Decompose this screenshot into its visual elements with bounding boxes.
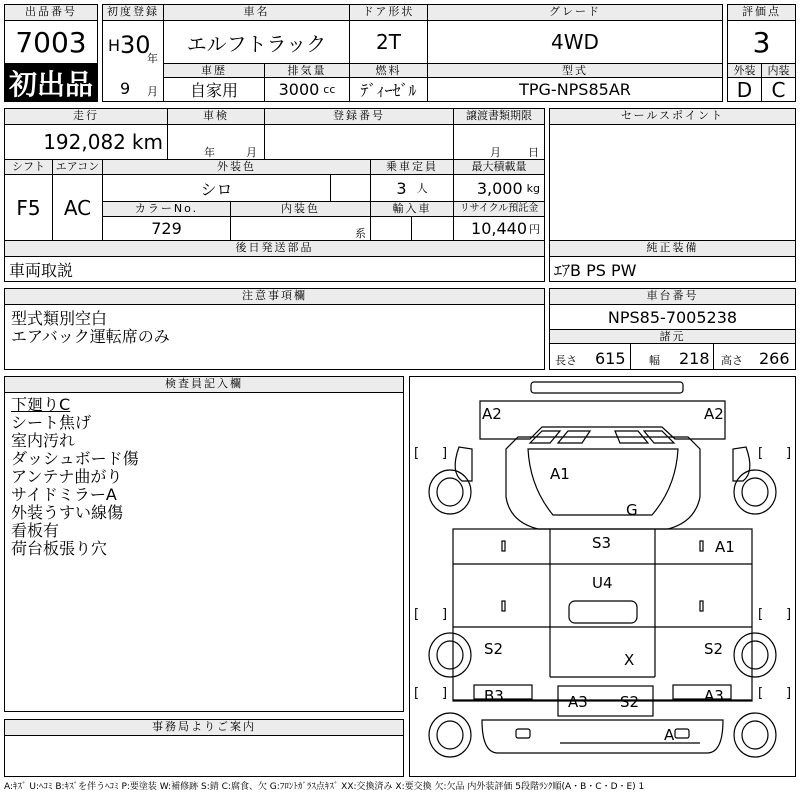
- damage-mark: A1: [550, 465, 570, 483]
- displacement-cell: [264, 77, 350, 102]
- bracket: [: [414, 446, 420, 461]
- damage-mark: A2: [482, 405, 502, 423]
- history: 自家用: [163, 77, 265, 102]
- recycle-header: リサイクル預託金: [453, 201, 545, 217]
- damage-mark: S2: [620, 693, 640, 711]
- era: H: [108, 36, 121, 55]
- chassis-number: NPS85-7005238: [549, 304, 796, 330]
- bracket: [: [414, 686, 420, 701]
- damage-mark: B3: [484, 687, 504, 705]
- bracket: [: [758, 686, 764, 701]
- equipment: ｴｱB PS PW: [549, 256, 796, 282]
- bracket: ]: [442, 607, 448, 622]
- door-type: 2T: [349, 20, 428, 64]
- lot-number-header: 出品番号: [4, 4, 98, 21]
- vehicle-diagram-svg: [410, 377, 795, 776]
- vehicle-diagram: [409, 376, 796, 777]
- office-body: [4, 735, 404, 777]
- recycle-cell: [453, 216, 545, 241]
- score: 3: [727, 20, 796, 64]
- transfer-day-unit: 日: [528, 146, 539, 159]
- shift: F5: [4, 174, 53, 241]
- inspection-year-unit: 年: [204, 146, 215, 159]
- inspector-body: [4, 392, 404, 712]
- exterior-grade-header: 外装: [727, 63, 762, 78]
- displacement-header: 排気量: [264, 63, 350, 78]
- grade-header: グレード: [427, 4, 723, 21]
- office-header: 事務局よりご案内: [4, 719, 404, 736]
- grade: 4WD: [427, 20, 723, 64]
- first-listing-badge: 初出品: [4, 63, 98, 102]
- width-cell: [630, 343, 714, 370]
- height: 266: [759, 349, 790, 368]
- bracket: [: [414, 607, 420, 622]
- inspector-line: 看板有: [11, 521, 60, 540]
- plate-cell: [264, 124, 454, 160]
- interior-color-header: 内装色: [230, 201, 371, 217]
- displacement: 3000: [278, 80, 320, 99]
- max-load: 3,000: [476, 178, 523, 198]
- month-unit: 月: [147, 85, 158, 98]
- chassis-header: 車台番号: [549, 288, 796, 305]
- damage-mark: A2: [704, 405, 724, 423]
- bracket: ]: [786, 686, 792, 701]
- door-header: ドア形状: [349, 4, 428, 21]
- damage-mark: G: [626, 501, 638, 519]
- inspector-line: ダッシュボード傷: [11, 449, 139, 468]
- length-cell: [549, 343, 631, 370]
- year-unit: 年: [147, 52, 158, 64]
- equipment-header: 純正装備: [549, 240, 796, 257]
- capacity-cell: [370, 174, 454, 202]
- max-load-header: 最大積載量: [453, 159, 545, 175]
- score-header: 評価点: [727, 4, 796, 21]
- delivery-parts-header: 後日発送部品: [4, 240, 545, 257]
- max-load-unit: kg: [526, 181, 540, 195]
- model-header: 型式: [427, 63, 723, 78]
- transfer-cell: [453, 124, 545, 160]
- inspector-line: 荷台板張り穴: [11, 539, 108, 558]
- exterior-grade: D: [727, 77, 762, 102]
- import-header: 輸入車: [370, 201, 454, 217]
- damage-mark: X: [624, 651, 635, 669]
- interior-color-unit: 系: [355, 227, 366, 240]
- mileage-header: 走行: [4, 108, 168, 125]
- damage-mark: A1: [715, 538, 735, 556]
- bracket: ]: [786, 607, 792, 622]
- delivery-parts: 車両取説: [4, 256, 545, 282]
- recycle-unit: 円: [529, 222, 540, 236]
- bracket: [: [758, 446, 764, 461]
- ac: AC: [52, 174, 103, 241]
- exterior-color-header: 外装色: [102, 159, 371, 175]
- height-cell: [713, 343, 796, 370]
- model-code: TPG-NPS85AR: [427, 77, 723, 102]
- fuel: ﾃﾞｨｰｾﾞﾙ: [349, 77, 428, 102]
- length-label: 長さ: [555, 354, 577, 367]
- inspector-line: 外装うすい線傷: [11, 503, 124, 522]
- damage-mark: S3: [592, 534, 612, 552]
- notes-header: 注意事項欄: [4, 288, 545, 305]
- car-name-header: 車名: [163, 4, 350, 21]
- damage-mark: U4: [592, 574, 613, 592]
- max-load-cell: [453, 174, 545, 202]
- interior-grade-header: 内装: [761, 63, 796, 78]
- notes-body: [4, 304, 545, 370]
- car-name: エルフトラック: [163, 20, 350, 64]
- shift-header: シフト: [4, 159, 53, 175]
- inspection-month-unit: 月: [246, 146, 257, 159]
- capacity: 3: [396, 178, 407, 198]
- damage-mark: S2: [484, 640, 504, 658]
- mileage: 192,082: [43, 130, 126, 154]
- inspector-line: サイドミラーA: [11, 485, 117, 504]
- transfer-header: 譲渡書類期限: [453, 108, 545, 125]
- damage-mark: A3: [704, 687, 724, 705]
- lot-number: 7003: [4, 20, 98, 64]
- first-registration-value: [102, 20, 164, 64]
- height-label: 高さ: [721, 354, 743, 367]
- exterior-color-extra: [330, 174, 371, 202]
- bracket: ]: [442, 686, 448, 701]
- exterior-color: シロ: [102, 174, 331, 202]
- inspector-line: 室内汚れ: [11, 431, 76, 450]
- import-cell-a: [370, 216, 412, 241]
- legend: A:ｷｽﾞ U:ﾍｺﾐ B:ｷｽﾞを伴うﾍｺﾐ P:要塗装 W:補修跡 S:錆 C:腐食、欠 G:ﾌﾛﾝﾄｶﾞﾗｽ点ｷｽﾞ XX:交換済み X:要交換 欠:欠品 内外装評価 5段階ﾗﾝｸ順(A・B・C・D・E) 1: [4, 782, 645, 792]
- interior-color-cell: [230, 216, 371, 241]
- width-label: 幅: [649, 354, 660, 367]
- mileage-unit: km: [131, 130, 163, 154]
- inspection-header: 車検: [167, 108, 265, 125]
- fuel-header: 燃料: [349, 63, 428, 78]
- inspector-header: 検査員記入欄: [4, 376, 404, 393]
- sales-point-header: セールスポイント: [549, 108, 796, 125]
- mileage-cell: [4, 124, 168, 160]
- bracket: [: [758, 607, 764, 622]
- damage-mark: A3: [568, 693, 588, 711]
- recycle-fee: 10,440: [471, 219, 527, 238]
- interior-grade: C: [761, 77, 796, 102]
- registration-year: 30: [120, 31, 151, 59]
- note-line: エアバック運転席のみ: [11, 327, 170, 346]
- registration-month: 9: [120, 79, 131, 98]
- first-registration-header: 初度登録: [102, 4, 164, 21]
- displacement-unit: cc: [323, 83, 336, 96]
- import-cell-b: [411, 216, 454, 241]
- ac-header: エアコン: [52, 159, 103, 175]
- bracket: ]: [442, 446, 448, 461]
- width: 218: [679, 349, 710, 368]
- length: 615: [595, 349, 626, 368]
- damage-mark: S2: [704, 640, 724, 658]
- registration-month-cell: [102, 63, 164, 102]
- damage-mark: A: [664, 726, 675, 744]
- color-no-header: カラーNo.: [102, 201, 231, 217]
- inspector-line: 下廻りC: [11, 395, 71, 414]
- plate-header: 登録番号: [264, 108, 454, 125]
- inspector-line: アンテナ曲がり: [11, 467, 123, 486]
- capacity-unit: 人: [416, 182, 428, 195]
- inspection-cell: [167, 124, 265, 160]
- sales-point: [549, 124, 796, 241]
- inspector-line: シート焦げ: [11, 413, 92, 432]
- spec-header: 諸元: [549, 329, 796, 344]
- history-header: 車歴: [163, 63, 265, 78]
- color-no: 729: [102, 216, 231, 241]
- note-line: 型式類別空白: [11, 309, 108, 328]
- transfer-month-unit: 月: [490, 146, 501, 159]
- capacity-header: 乗車定員: [370, 159, 454, 175]
- bracket: ]: [786, 446, 792, 461]
